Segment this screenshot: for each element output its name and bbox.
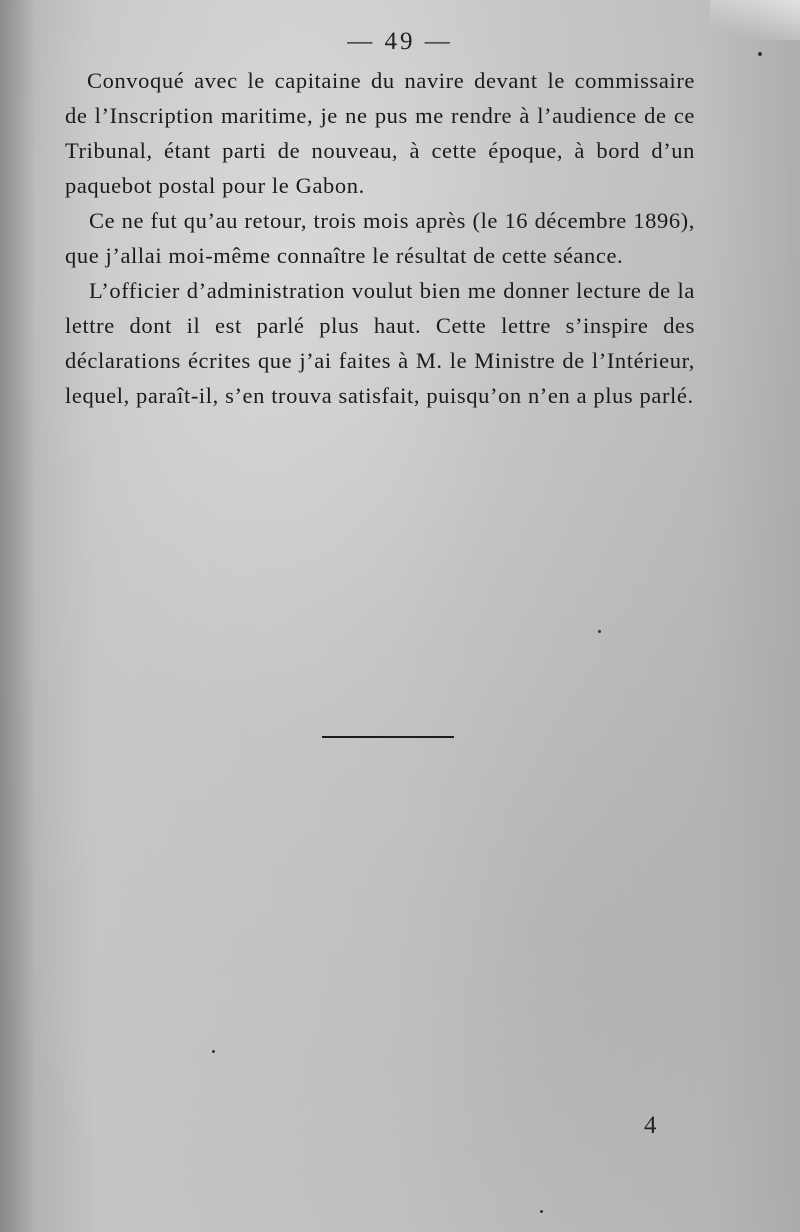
body-text — [65, 63, 695, 413]
page-number: — 49 — — [347, 28, 453, 55]
binding-shadow — [0, 0, 36, 1232]
signature-mark: 4 — [644, 1112, 657, 1139]
paper-speck — [598, 630, 601, 633]
paragraph-2: Ce ne fut qu’au retour, trois mois après (le 16 décembre 1896), que j’allai moi-même connaître le résultat de cette séance. — [65, 208, 695, 268]
end-rule — [322, 736, 454, 738]
paper-speck — [758, 52, 762, 56]
paper-speck — [212, 1050, 215, 1053]
paragraph-3: L’officier d’administration voulut bien me donner lecture de la lettre dont il est parlé plus haut. Cette lettre s’inspire des déclarations écrites que j’ai faites à M. le Ministre de l’Intérieur, lequel, paraît-il, s’en trouva satisfait, puisqu’on n’en a plus parlé. — [65, 278, 695, 408]
paragraph-1: Convoqué avec le capitaine du navire devant le commissaire de l’Inscription maritime, je ne pus me rendre à l’audience de ce Tribunal, étant parti de nouveau, à cette époque, à bord d’un paquebot postal pour le Gabon. — [65, 68, 695, 198]
paper-speck — [540, 1210, 543, 1213]
